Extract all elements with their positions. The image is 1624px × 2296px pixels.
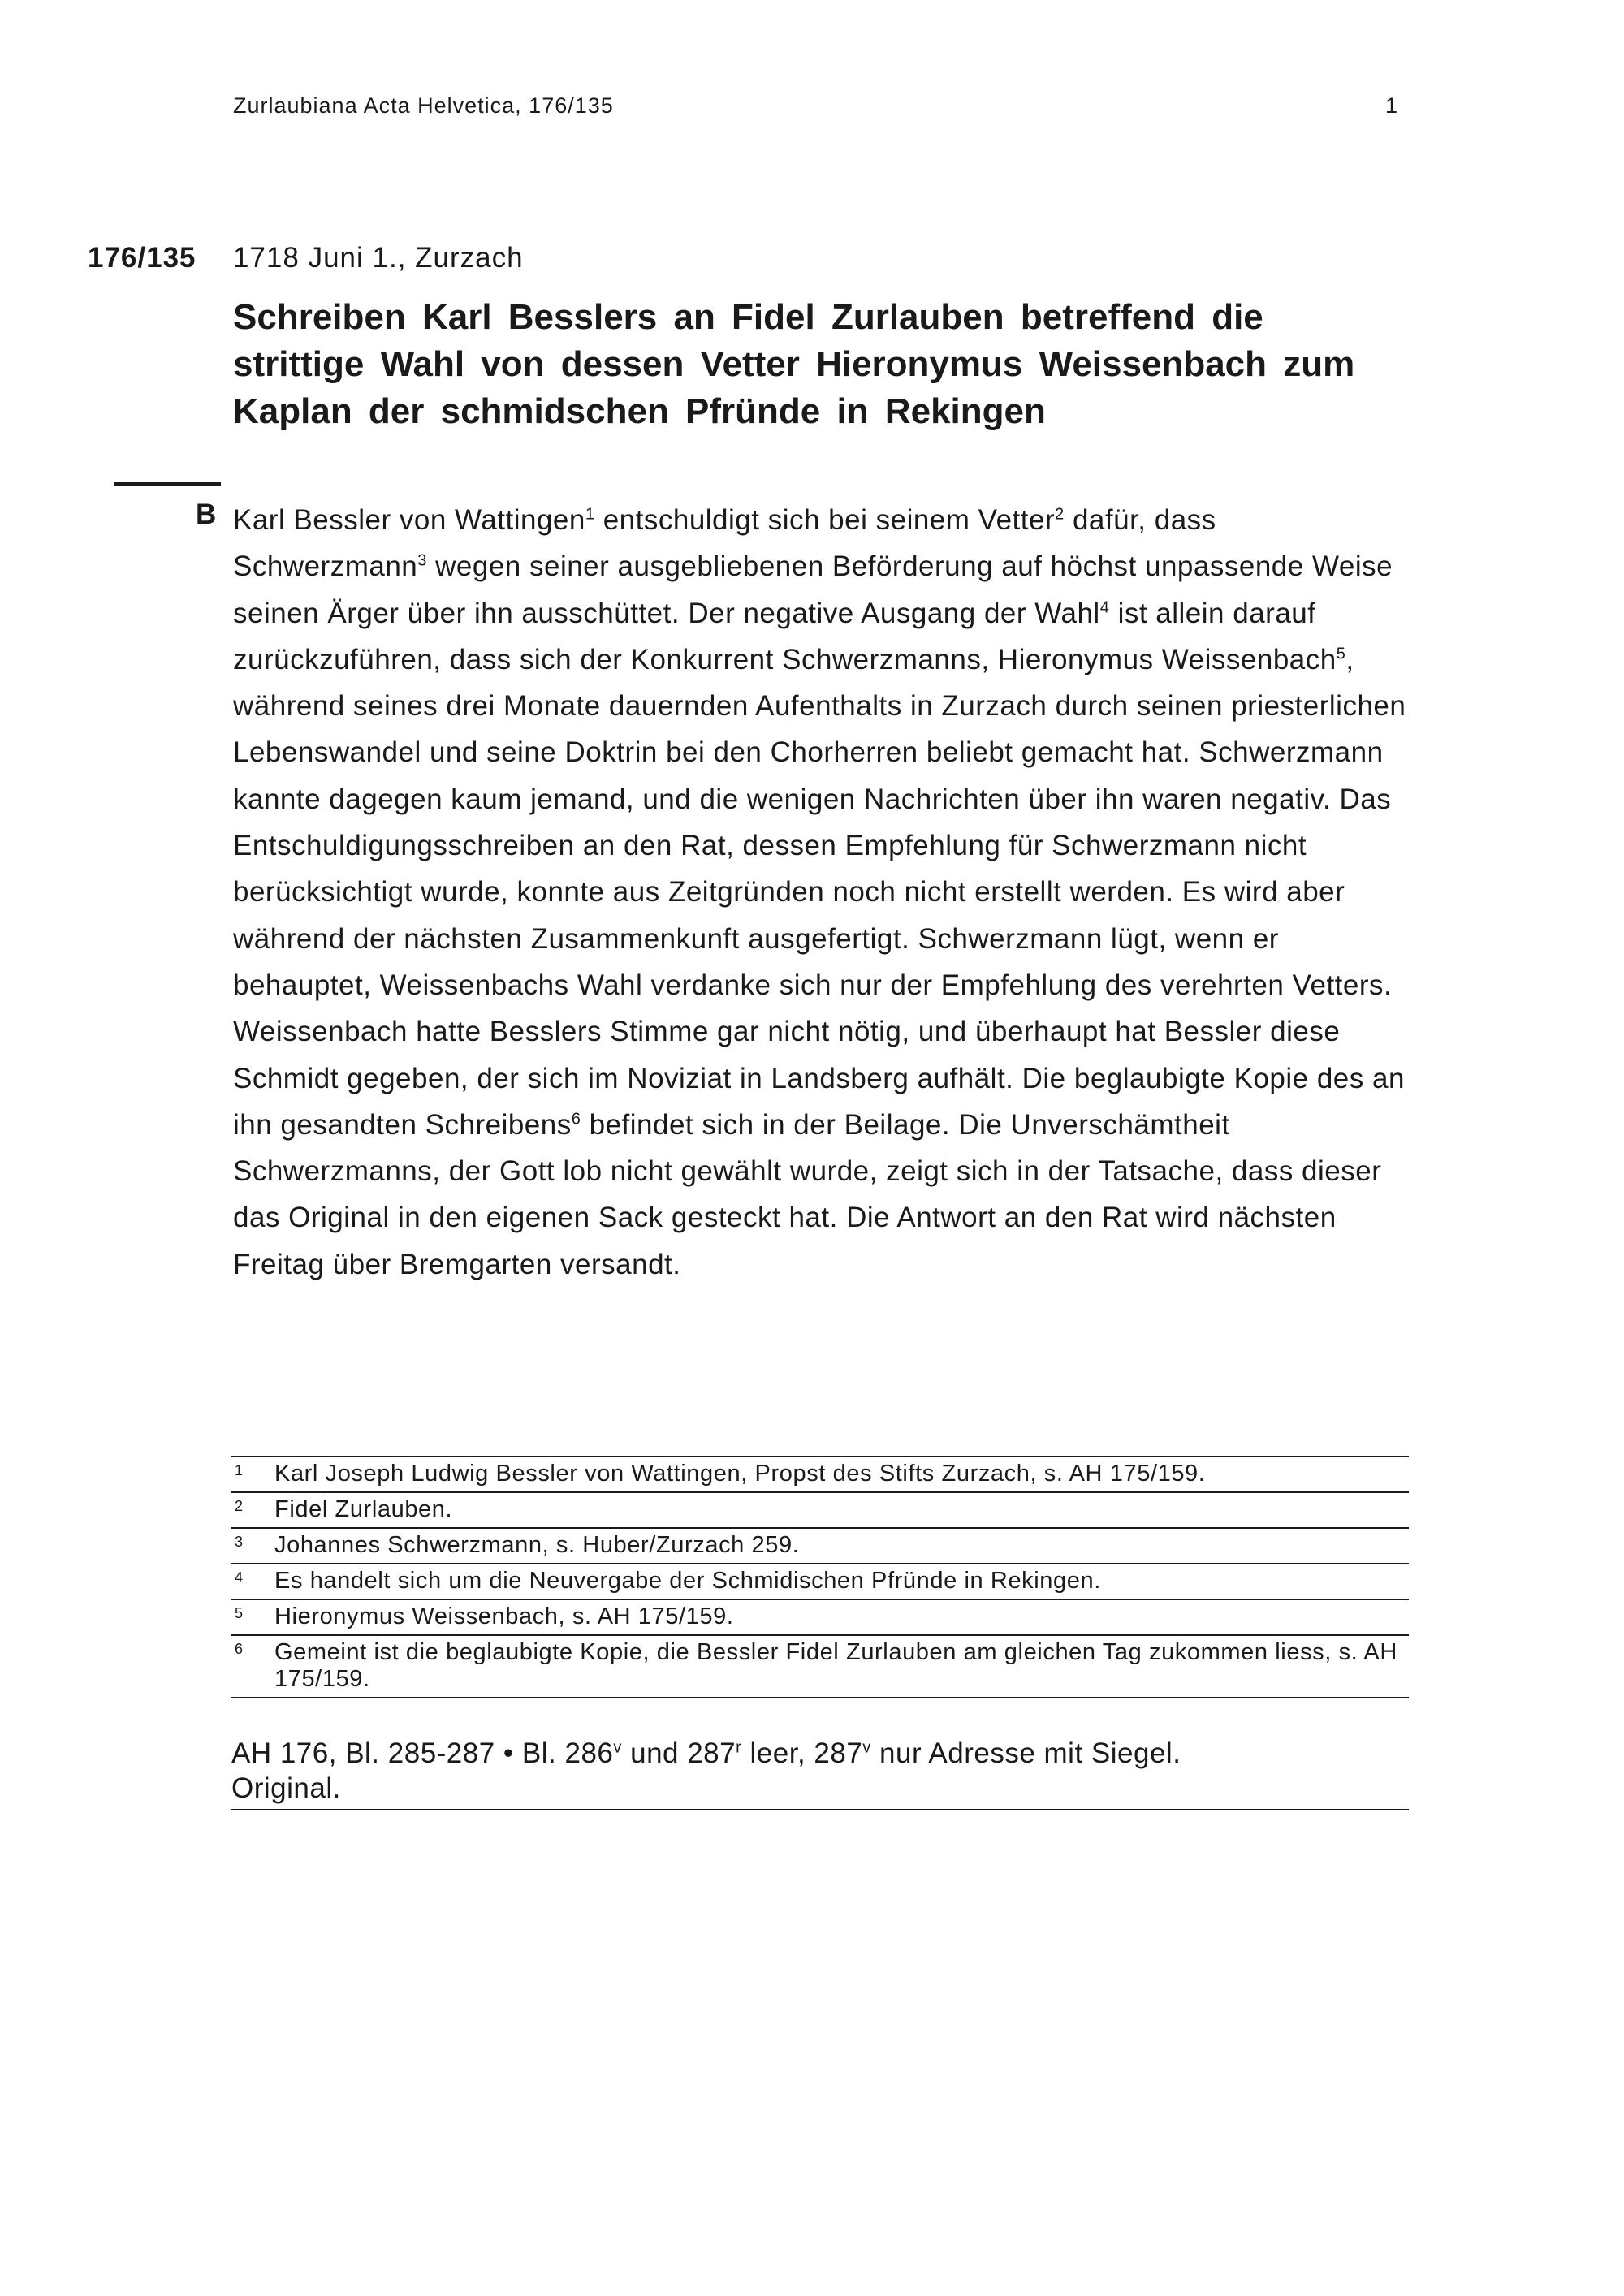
source-segment: und 287 xyxy=(621,1737,736,1769)
entry-number: 176/135 xyxy=(88,242,197,274)
summary-segment: wegen seiner ausgebliebenen Beförderung auf höchst unpassende Weise seinen Ärger über ihn ausschüttet. Der negative Ausgang der Wahl xyxy=(233,550,1393,629)
footnote-ref: 6 xyxy=(571,1110,581,1129)
footnote-mark: 1 xyxy=(235,1462,244,1478)
entry-title: Schreiben Karl Besslers an Fidel Zurlauben betreffend die strittige Wahl von dessen Vetter Hieronymus Weissenbach zum Kaplan der schmidschen Pfründe in Rekingen xyxy=(233,297,1355,431)
section-divider xyxy=(114,482,221,486)
summary-segment: , während seines drei Monate dauernden Aufenthalts in Zurzach durch seinen priesterlichen Lebenswandel und seine Doktrin bei den Chorherren beliebt gemacht hat. Schwerzmann kannte dagegen kaum jemand, und die wenigen Nachrichten über ihn waren negativ. Das Entschuldigungsschreiben an den Rat, dessen Empfehlung für Schwerzmann nicht berücksichtigt wurde, konnte aus Zeitgründen noch nicht erstellt werden. Es wird aber während der nächsten Zusammenkunft ausgefertigt. Schwerzmann lügt, wenn er behauptet, Weissenbachs Wahl verdanke sich nur der Empfehlung des verehrten Vetters. Weissenbach hatte Besslers Stimme gar nicht nötig, und überhaupt hat Bessler diese Schmidt gegeben, der sich im Noviziat in Landsberg aufhält. Die beglaubigte Kopie des an ihn gesandten Schreibens xyxy=(233,643,1406,1141)
footnote xyxy=(231,1457,1409,1493)
recto-mark: r xyxy=(736,1738,742,1757)
footnote-text: Fidel Zurlauben. xyxy=(274,1496,453,1522)
footnote-mark: 2 xyxy=(235,1498,244,1514)
footnote-text: Johannes Schwerzmann, s. Huber/Zurzach 259. xyxy=(274,1532,800,1558)
verso-mark: v xyxy=(862,1738,871,1757)
footnote-text: Gemeint ist die beglaubigte Kopie, die Bessler Fidel Zurlauben am gleichen Tag zukommen liess, s. AH 175/159. xyxy=(274,1639,1397,1692)
footnote-ref: 1 xyxy=(585,505,595,524)
running-header xyxy=(233,93,1405,126)
summary-segment: entschuldigt sich bei seinem Vetter xyxy=(594,504,1056,536)
source-original-note: Original. xyxy=(231,1772,341,1804)
footnote xyxy=(231,1600,1409,1636)
page-number: 1 xyxy=(1384,93,1398,118)
summary-segment: ist allein darauf zurückzuführen, dass sich der Konkurrent Schwerzmanns, Hieronymus Weissenbach xyxy=(233,597,1337,675)
footnote xyxy=(231,1636,1409,1698)
footnote-text: Hieronymus Weissenbach, s. AH 175/159. xyxy=(274,1603,734,1629)
summary-text xyxy=(233,497,1410,1288)
footnote xyxy=(231,1529,1409,1564)
source-reference xyxy=(231,1736,1409,1810)
footnote-mark: 6 xyxy=(235,1641,244,1657)
footnote xyxy=(231,1564,1409,1600)
section-letter: B xyxy=(196,498,217,530)
footnote-mark: 4 xyxy=(235,1569,244,1586)
footnote xyxy=(231,1493,1409,1529)
running-title: Zurlaubiana Acta Helvetica, 176/135 xyxy=(233,93,614,118)
source-segment: leer, 287 xyxy=(741,1737,863,1769)
verso-mark: v xyxy=(613,1738,622,1757)
summary-segment: Karl Bessler von Wattingen xyxy=(233,504,585,536)
footnote-ref: 3 xyxy=(417,551,427,570)
summary-segment: befindet sich in der Beilage. Die Unverschämtheit Schwerzmanns, der Gott lob nicht gewählt wurde, zeigt sich in der Tatsache, dass dieser das Original in den eigenen Sack gesteckt hat. Die Antwort an den Rat wird nächsten Freitag über Bremgarten versandt. xyxy=(233,1108,1382,1280)
footnotes xyxy=(231,1456,1409,1698)
footnote-mark: 3 xyxy=(235,1534,244,1550)
footnote-ref: 2 xyxy=(1055,505,1065,524)
source-segment: nur Adresse mit Siegel. xyxy=(870,1737,1181,1769)
footnote-text: Karl Joseph Ludwig Bessler von Wattingen, Propst des Stifts Zurzach, s. AH 175/159. xyxy=(274,1461,1206,1487)
entry-date-place: 1718 Juni 1., Zurzach xyxy=(233,242,524,274)
source-segment: AH 176, Bl. 285-287 • Bl. 286 xyxy=(231,1737,614,1769)
footnote-text: Es handelt sich um die Neuvergabe der Schmidischen Pfründe in Rekingen. xyxy=(274,1568,1101,1594)
footnote-ref: 4 xyxy=(1099,598,1110,616)
footnote-ref: 5 xyxy=(1336,645,1346,663)
summary-segment: dafür, dass Schwerzmann xyxy=(233,504,1216,583)
footnote-mark: 5 xyxy=(235,1605,244,1621)
